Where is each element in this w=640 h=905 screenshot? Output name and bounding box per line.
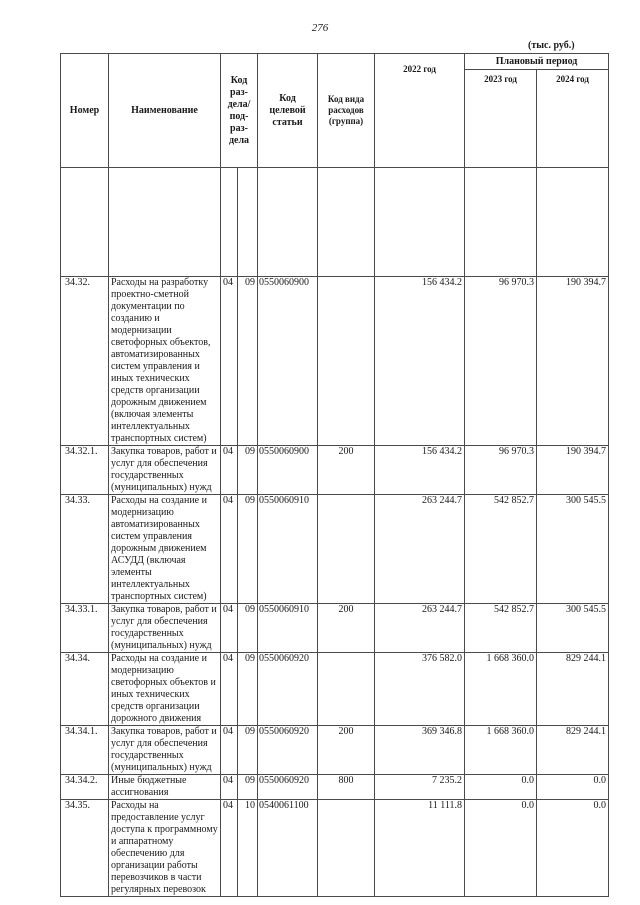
row-amount-2022: 11 111.8 — [375, 800, 465, 897]
row-name: Расходы на создание и модернизацию светофорных объектов и иных технических средств организации дорожного движения — [109, 653, 221, 726]
row-number: 34.34.1. — [61, 726, 109, 775]
row-amount-2024: 0.0 — [537, 800, 609, 897]
row-amount-2024: 300 545.5 — [537, 495, 609, 604]
row-name: Расходы на разработку проектно-сметной документации по созданию и модернизации светофорных объектов, автоматизированных систем управления и иных технических средств организации дорожным движением (включая элементы интеллектуальных транспортных систем) — [109, 277, 221, 446]
row-expense-group — [318, 800, 375, 897]
row-target-code: 0550060910 — [258, 495, 318, 604]
row-number: 34.33. — [61, 495, 109, 604]
row-expense-group: 800 — [318, 775, 375, 800]
row-name: Закупка товаров, работ и услуг для обеспечения государственных (муниципальных) нужд — [109, 446, 221, 495]
row-name: Закупка товаров, работ и услуг для обеспечения государственных (муниципальных) нужд — [109, 604, 221, 653]
page-number: 276 — [311, 22, 329, 34]
row-expense-group — [318, 653, 375, 726]
row-target-code: 0550060920 — [258, 653, 318, 726]
row-amount-2024: 829 244.1 — [537, 726, 609, 775]
row-subsection: 10 — [238, 800, 258, 897]
table-row — [61, 775, 609, 800]
row-amount-2022: 156 434.2 — [375, 446, 465, 495]
table-row — [61, 277, 609, 446]
table-row — [61, 446, 609, 495]
units-label: (тыс. руб.) — [528, 40, 575, 51]
row-name: Расходы на создание и модернизацию автоматизированных систем управления дорожным движением АСУДД (включая элементы интеллектуальных транспортных систем) — [109, 495, 221, 604]
row-amount-2022: 263 244.7 — [375, 495, 465, 604]
row-expense-group — [318, 495, 375, 604]
row-number: 34.34. — [61, 653, 109, 726]
row-amount-2023: 1 668 360.0 — [465, 726, 537, 775]
row-section: 04 — [221, 277, 238, 446]
row-subsection: 09 — [238, 653, 258, 726]
row-target-code: 0550060910 — [258, 604, 318, 653]
row-amount-2023: 0.0 — [465, 775, 537, 800]
row-subsection: 09 — [238, 446, 258, 495]
row-subsection: 09 — [238, 495, 258, 604]
header-year-2024: 2024 год — [537, 70, 609, 168]
header-number: Номер — [61, 54, 109, 168]
row-name: Закупка товаров, работ и услуг для обеспечения государственных (муниципальных) нужд — [109, 726, 221, 775]
budget-table — [60, 53, 609, 897]
row-target-code: 0550060920 — [258, 726, 318, 775]
row-section: 04 — [221, 446, 238, 495]
row-amount-2022: 156 434.2 — [375, 277, 465, 446]
row-number: 34.32. — [61, 277, 109, 446]
row-amount-2024: 300 545.5 — [537, 604, 609, 653]
row-amount-2024: 190 394.7 — [537, 446, 609, 495]
table-row — [61, 604, 609, 653]
row-subsection: 09 — [238, 775, 258, 800]
row-amount-2023: 96 970.3 — [465, 277, 537, 446]
row-amount-2022: 369 346.8 — [375, 726, 465, 775]
row-amount-2023: 542 852.7 — [465, 604, 537, 653]
row-target-code: 0550060920 — [258, 775, 318, 800]
header-target-code: Код целевой статьи — [258, 54, 318, 168]
row-expense-group: 200 — [318, 604, 375, 653]
row-name: Расходы на предоставление услуг доступа к программному и аппаратному обеспечению для организации работы перевозчиков в части регулярных перевозок — [109, 800, 221, 897]
row-subsection: 09 — [238, 277, 258, 446]
row-amount-2022: 376 582.0 — [375, 653, 465, 726]
row-target-code: 0550060900 — [258, 277, 318, 446]
table-body — [61, 168, 609, 897]
row-number: 34.33.1. — [61, 604, 109, 653]
row-amount-2022: 7 235.2 — [375, 775, 465, 800]
header-planning-period: Плановый период — [465, 54, 609, 70]
header-expense-code: Код вида расходов (группа) — [318, 54, 375, 168]
row-section: 04 — [221, 495, 238, 604]
row-target-code: 0540061100 — [258, 800, 318, 897]
row-amount-2023: 96 970.3 — [465, 446, 537, 495]
spacer-row — [61, 168, 609, 277]
row-subsection: 09 — [238, 726, 258, 775]
row-expense-group: 200 — [318, 726, 375, 775]
row-amount-2023: 0.0 — [465, 800, 537, 897]
table-row — [61, 800, 609, 897]
row-section: 04 — [221, 726, 238, 775]
row-amount-2022: 263 244.7 — [375, 604, 465, 653]
row-amount-2023: 542 852.7 — [465, 495, 537, 604]
row-number: 34.32.1. — [61, 446, 109, 495]
row-section: 04 — [221, 800, 238, 897]
row-amount-2024: 829 244.1 — [537, 653, 609, 726]
header-section-code: Код раз-дела/ под-раз-дела — [221, 54, 258, 168]
header-year-2022: 2022 год — [375, 54, 465, 168]
row-number: 34.34.2. — [61, 775, 109, 800]
row-section: 04 — [221, 775, 238, 800]
row-target-code: 0550060900 — [258, 446, 318, 495]
row-name: Иные бюджетные ассигнования — [109, 775, 221, 800]
row-expense-group: 200 — [318, 446, 375, 495]
row-subsection: 09 — [238, 604, 258, 653]
row-amount-2024: 190 394.7 — [537, 277, 609, 446]
table-row — [61, 653, 609, 726]
header-name: Наименование — [109, 54, 221, 168]
table-row — [61, 726, 609, 775]
row-amount-2024: 0.0 — [537, 775, 609, 800]
row-number: 34.35. — [61, 800, 109, 897]
row-amount-2023: 1 668 360.0 — [465, 653, 537, 726]
table-row — [61, 495, 609, 604]
row-section: 04 — [221, 604, 238, 653]
row-section: 04 — [221, 653, 238, 726]
row-expense-group — [318, 277, 375, 446]
header-year-2023: 2023 год — [465, 70, 537, 168]
